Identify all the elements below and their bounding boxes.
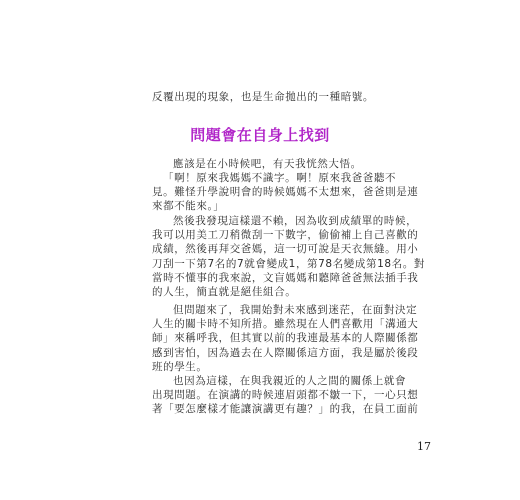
body-line: 感到害怕，因為過去在人際關係這方面，我是屬於後段	[152, 346, 419, 359]
body-line: 但問題來了，我開始對未來感到迷茫，在面對決定	[173, 304, 418, 317]
page-number: 17	[417, 440, 431, 453]
body-line: 刀刮一下第7名的7就會變成1，第78名變成第18名。對	[152, 257, 425, 270]
body-line: 著「要怎麼樣才能讓演講更有趣？」的我，在員工面前	[152, 403, 419, 415]
intro-line: 反覆出現的現象，也是生命拋出的一種暗號。	[152, 91, 374, 103]
body-line: 見。難怪升學說明會的時候媽媽不太想來，爸爸則是連	[152, 186, 419, 199]
body-line: 人生的關卡時不知所措。雖然現在人們喜歡用「溝通大	[152, 318, 419, 331]
body-line: 應該是在小時候吧，有天我恍然大悟。	[173, 158, 362, 170]
body-line: 來都不能來。」	[152, 200, 225, 213]
body-line: 班的學生。	[152, 360, 208, 373]
body-line: 出現問題。在演講的時候連眉頭都不皺一下，一心只想	[152, 388, 419, 401]
body-line: 成績，然後再拜交爸媽，這一切可說是天衣無縫。用小	[152, 243, 419, 256]
body-line: 也因為這樣，在與我親近的人之間的關係上就會	[173, 374, 407, 387]
body-line: 的人生，簡直就是絕佳組合。	[152, 285, 297, 298]
body-line: 當時不懂事的我來說，文盲媽媽和聽障爸爸無法插手我	[152, 271, 419, 284]
section-heading: 問題會在自身上找到	[190, 126, 330, 144]
body-line: 師」來稱呼我，但其實以前的我連最基本的人際關係都	[152, 332, 419, 345]
body-line: 然後我發現這樣還不賴，因為收到成績單的時候，	[173, 215, 418, 228]
body-line: 「啊！原來我媽媽不識字。啊！原來我爸爸聽不	[163, 172, 397, 185]
body-line: 我可以用美工刀稍微刮一下數字，偷偷補上自己喜歡的	[152, 229, 419, 242]
